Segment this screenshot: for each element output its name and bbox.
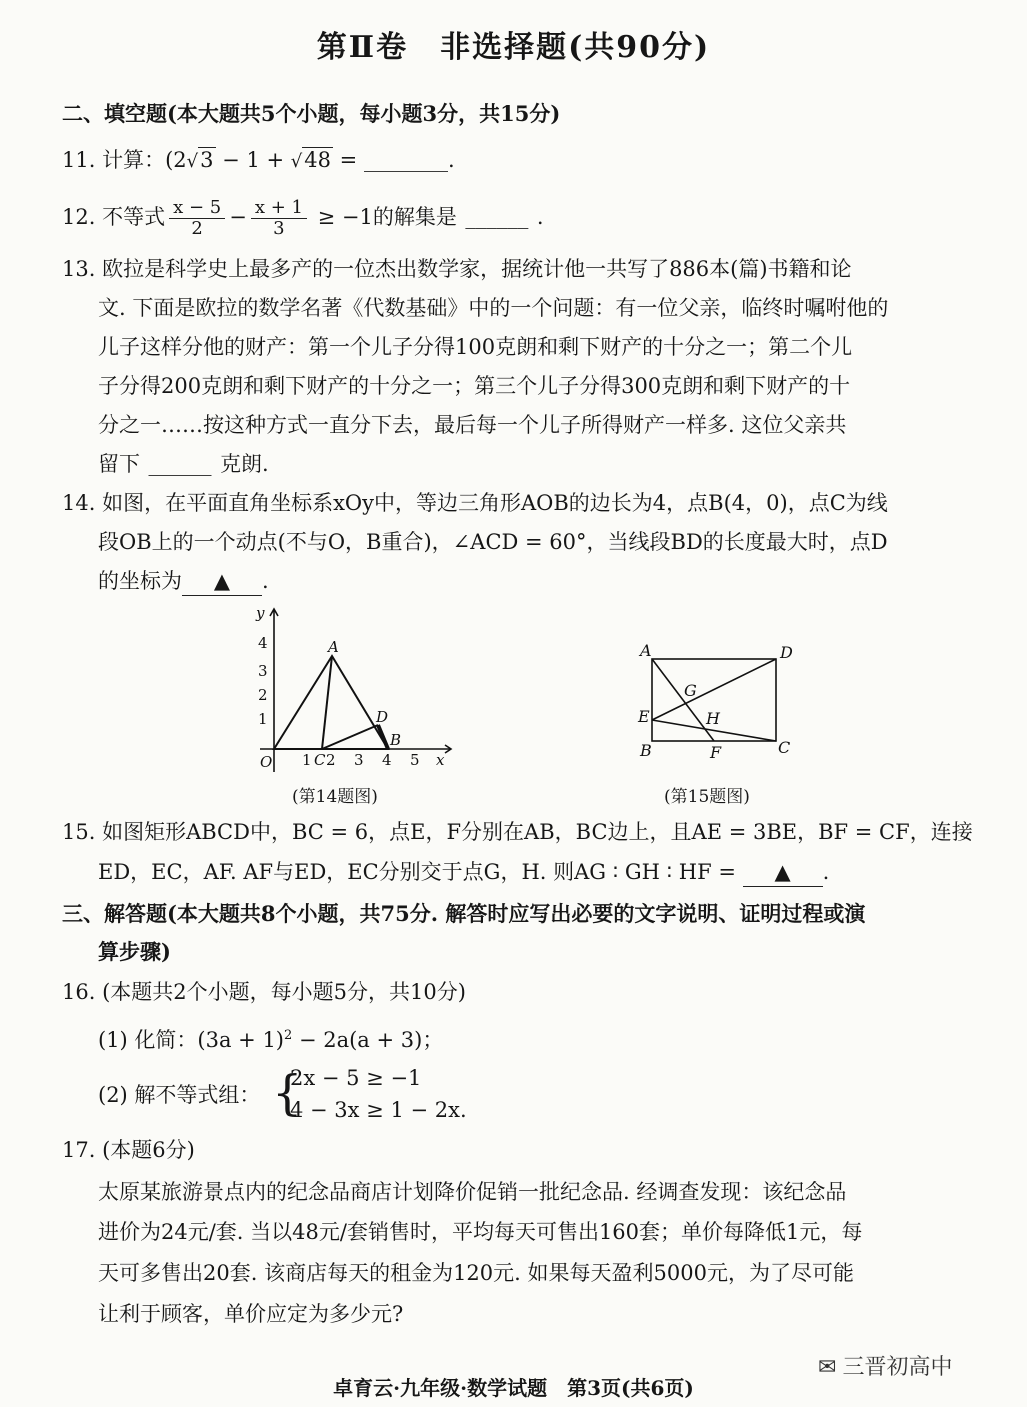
q16-brace: { bbox=[272, 1065, 303, 1121]
fig14-y-label: y bbox=[256, 604, 265, 622]
q12-post: ≥ −1的解集是 bbox=[310, 205, 457, 229]
q12-fraction-1 bbox=[169, 198, 225, 239]
q11-minus-one: − 1 bbox=[215, 148, 260, 172]
q14-line-1: 14. 如图，在平面直角坐标系xOy中，等边三角形AOB的边长为4，点B(4，0)，点C为线 bbox=[62, 491, 888, 515]
q13-last-post: 克朗. bbox=[220, 452, 269, 476]
fig15-point-g: G bbox=[684, 681, 697, 700]
q11-radicand-48: 48 bbox=[304, 148, 331, 172]
q13-last-prefix: 留下 bbox=[98, 452, 140, 476]
wechat-icon: ✉ bbox=[818, 1355, 837, 1380]
question-11: 11. 计算：(2√3 − 1 + √48 = ________. bbox=[62, 148, 455, 172]
watermark-text: 三晋初高中 bbox=[842, 1355, 953, 1380]
section-answer-heading-2: 算步骤) bbox=[98, 939, 171, 964]
q12-denominator-1: 2 bbox=[191, 218, 203, 239]
q17-line-1: 太原某旅游景点内的纪念品商店计划降价促销一批纪念品. 经调查发现：该纪念品 bbox=[98, 1180, 847, 1204]
q13-line-5: 分之一……按这种方式一直分下去，最后每一个儿子所得财产一样多. 这位父亲共 bbox=[98, 413, 847, 437]
q13-line-2: 文. 下面是欧拉的数学名著《代数基础》中的一个问题：有一位父亲，临终时嘱咐他的 bbox=[98, 296, 889, 320]
fig15-point-e: E bbox=[638, 707, 650, 726]
q12-numerator-1: x − 5 bbox=[169, 198, 225, 219]
fig14-xtick-2: 2 bbox=[326, 751, 336, 769]
fig14-xtick-3: 3 bbox=[354, 751, 364, 769]
q16-part-2-label: (2) 解不等式组： bbox=[98, 1083, 261, 1107]
fig15-point-f: F bbox=[710, 743, 722, 762]
q13-line-6 bbox=[98, 450, 269, 478]
q14-last-prefix: 的坐标为 bbox=[98, 569, 182, 593]
fig15-rectangle-abcd bbox=[652, 659, 776, 741]
q11-radicand-3: 3 bbox=[200, 148, 214, 172]
q17-line-4: 让利于顾客，单价应定为多少元? bbox=[98, 1302, 404, 1326]
fig15-point-c: C bbox=[778, 738, 791, 757]
q15-last-prefix: ED，EC，AF. AF与ED，EC分别交于点G，H. 则AG ∶ GH ∶ HF = bbox=[98, 860, 743, 884]
fig15-point-d: D bbox=[780, 643, 793, 662]
q14-end: . bbox=[262, 569, 269, 593]
q16-system-line-1: 2x − 5 ≥ −1 bbox=[290, 1066, 422, 1090]
q11-equals: = bbox=[332, 148, 364, 172]
fig14-point-c: C bbox=[314, 751, 326, 769]
q17-line-2: 进价为24元/套. 当以48元/套销售时，平均每天可售出160套；单价每降低1元，每 bbox=[98, 1220, 863, 1244]
q15-answer-blank[interactable]: ▲ bbox=[743, 858, 823, 887]
q16-p1-prefix: (1) 化简：(3a + 1) bbox=[98, 1028, 284, 1052]
fig14-segment-cd bbox=[322, 725, 378, 749]
fig14-point-b: B bbox=[390, 731, 402, 749]
q12-denominator-2: 3 bbox=[273, 218, 285, 239]
q16-part-1 bbox=[98, 1022, 443, 1054]
q12-answer-blank[interactable]: ______ bbox=[465, 205, 529, 229]
q16-p1-exponent: 2 bbox=[284, 1028, 293, 1043]
q16-p1-post: − 2a(a + 3)； bbox=[292, 1028, 444, 1052]
q13-line-4: 子分得200克朗和剩下财产的十分之一；第三个儿子分得300克朗和剩下财产的十 bbox=[98, 374, 851, 398]
q13-answer-blank[interactable]: ______ bbox=[148, 452, 212, 476]
fig14-xtick-4: 4 bbox=[382, 751, 392, 769]
fig14-x-label: x bbox=[436, 751, 445, 769]
q11-answer-blank[interactable]: ________ bbox=[363, 148, 448, 172]
fig14-ytick-4: 4 bbox=[258, 634, 268, 652]
q12-fraction-2 bbox=[251, 198, 307, 239]
page-title: 第Ⅱ卷 非选择题(共90分) bbox=[316, 30, 711, 65]
q14-answer-blank[interactable]: ▲ bbox=[182, 567, 262, 596]
q16-system-line-2: 4 − 3x ≥ 1 − 2x. bbox=[290, 1098, 467, 1122]
q12-prefix: 12. 不等式 bbox=[62, 205, 166, 229]
section-answer-heading-1: 三、解答题(本大题共8个小题，共75分. 解答时应写出必要的文字说明、证明过程或演 bbox=[62, 901, 866, 926]
figure-14 bbox=[250, 602, 460, 777]
q12-end: . bbox=[536, 205, 544, 229]
figure-15 bbox=[630, 636, 800, 766]
fig15-point-b: B bbox=[640, 741, 652, 760]
page-footer: 卓育云·九年级·数学试题 第3页(共6页) bbox=[333, 1376, 694, 1400]
fig14-point-d: D bbox=[376, 708, 389, 726]
fig15-segment-af bbox=[652, 659, 714, 741]
q17-heading: 17. (本题6分) bbox=[62, 1138, 195, 1162]
section-fill-blank-heading: 二、填空题(本大题共5个小题，每小题3分，共15分) bbox=[62, 101, 561, 126]
fig15-point-a: A bbox=[640, 641, 652, 660]
q11-end: . bbox=[447, 148, 455, 172]
q15-line-1: 15. 如图矩形ABCD中，BC = 6，点E，F分别在AB，BC边上，且AE = 3BE，BF = CF，连接 bbox=[62, 820, 973, 844]
q16-heading: 16. (本题共2个小题，每小题5分，共10分) bbox=[62, 980, 466, 1004]
fig14-xtick-1: 1 bbox=[302, 751, 312, 769]
q14-line-3 bbox=[98, 567, 269, 596]
q12-numerator-2: x + 1 bbox=[251, 198, 307, 219]
figure-14-caption: (第14题图) bbox=[292, 787, 378, 807]
question-12 bbox=[62, 194, 544, 240]
q15-line-2 bbox=[98, 858, 829, 887]
fig14-ytick-3: 3 bbox=[258, 662, 268, 680]
fig14-ytick-2: 2 bbox=[258, 686, 268, 704]
fig14-xtick-5: 5 bbox=[410, 751, 420, 769]
q14-line-2: 段OB上的一个动点(不与O，B重合)，∠ACD = 60°，当线段BD的长度最大时，点D bbox=[98, 530, 888, 554]
figure-15-caption: (第15题图) bbox=[664, 787, 750, 807]
fig14-point-a: A bbox=[328, 638, 339, 656]
q17-line-3: 天可多售出20套. 该商店每天的租金为120元. 如果每天盈利5000元，为了尽可能 bbox=[98, 1261, 854, 1285]
q11-plus: + bbox=[259, 148, 291, 172]
q15-end: . bbox=[822, 860, 830, 884]
q12-minus: − bbox=[229, 205, 247, 229]
q11-prefix: 11. 计算：(2 bbox=[62, 148, 187, 172]
fig14-ytick-1: 1 bbox=[258, 710, 268, 728]
fig14-point-o: O bbox=[260, 753, 273, 771]
q13-line-1: 13. 欧拉是科学史上最多产的一位杰出数学家，据统计他一共写了886本(篇)书籍和论 bbox=[62, 257, 852, 281]
fig15-point-h: H bbox=[706, 709, 720, 728]
fig14-segment-bd bbox=[378, 725, 388, 749]
q13-line-3: 儿子这样分他的财产：第一个儿子分得100克朗和剩下财产的十分之一；第二个儿 bbox=[98, 335, 853, 359]
